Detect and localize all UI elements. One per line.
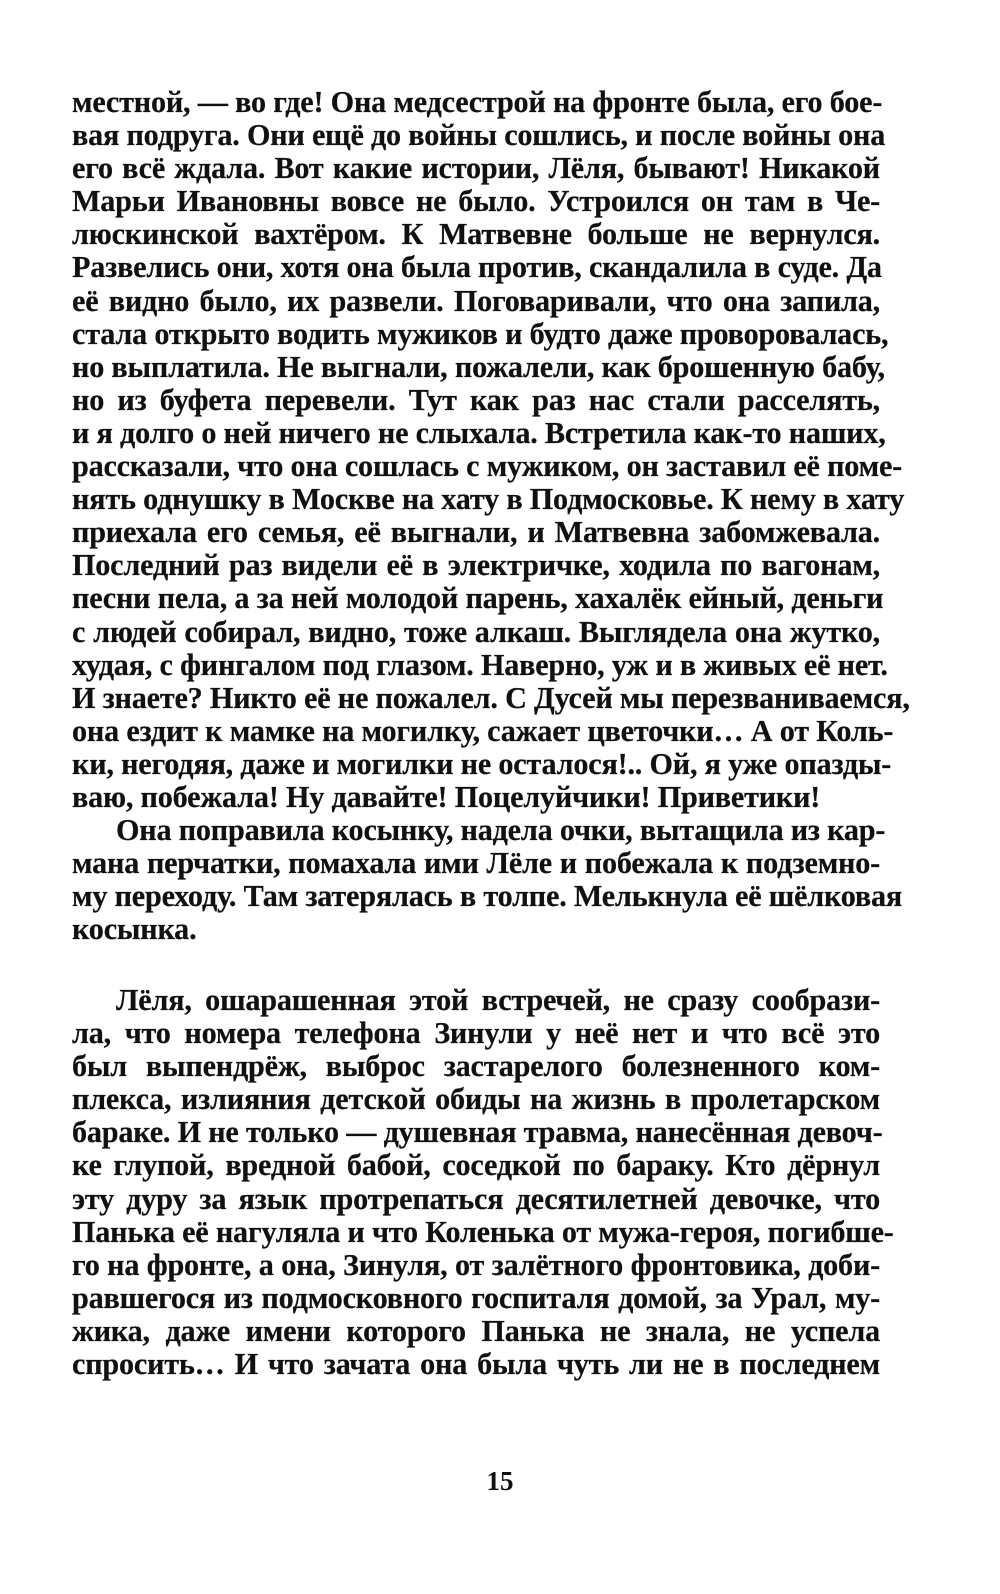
text-line: худая, с фингалом под глазом. Наверно, уж и в живых её нет. (72, 647, 888, 682)
text-line: песни пела, а за ней молодой парень, хахалёк ейный, деньги (72, 581, 884, 616)
text-line: рассказали, что она сошлась с мужиком, он заставил её поме- (72, 449, 903, 484)
text-line: Она поправила косынку, надела очки, вытащила из кар- (116, 813, 886, 848)
text-line: местной, — во где! Она медсестрой на фронте была, его бое- (72, 85, 883, 119)
text-line: му переходу. Там затерялась в толпе. Мелькнула её шёлковая (72, 879, 903, 914)
text-line: косынка. (72, 912, 197, 947)
text-line: мана перчатки, помахала ими Лёле и побежала к подземно- (72, 846, 880, 881)
paragraph-2 (72, 813, 903, 947)
text-line: но из буфета перевели. Тут как раз нас стали расселять, (72, 382, 880, 417)
text-line: ла, что номера телефона Зинули у неё нет и что всё это (72, 1016, 880, 1051)
text-line: но выплатила. Не выгнали, пожалели, как брошенную бабу, (72, 349, 885, 384)
text-line: вая подруга. Они ещё до войны сошлись, и после войны она (72, 118, 886, 153)
text-line: равшегося из подмосковного госпиталя домой, за Урал, му- (72, 1280, 880, 1315)
text-line: эту дуру за язык протрепаться десятилетней девочке, что (72, 1181, 880, 1216)
text-line: Панька её нагуляла и что Коленька от мужа-героя, погибше- (72, 1214, 894, 1249)
text-line: Развелись они, хотя она была против, скандалила в суде. Да (72, 250, 882, 285)
text-line: с людей собирал, видно, тоже алкаш. Выглядела она жутко, (72, 614, 880, 649)
text-line: её видно было, их развели. Поговаривали, что она запила, (72, 283, 880, 318)
text-line: ки, негодяя, даже и могилки не осталося!.. Ой, я уже опазды- (72, 746, 892, 781)
text-line: Марьи Ивановны вовсе не было. Устроился он там в Че- (72, 184, 880, 219)
text-line: его всё ждала. Вот какие истории, Лёля, бывают! Никакой (72, 151, 880, 186)
text-line: приехала его семья, её выгнали, и Матвевна забомжевала. (72, 515, 880, 550)
text-line: нять однушку в Москве на хату в Подмосковье. К нему в хату (72, 482, 905, 517)
paragraph-1 (72, 85, 910, 814)
text-line: и я долго о ней ничего не слыхала. Встретила как-то наших, (72, 415, 886, 450)
text-line: плекса, излияния детской обиды на жизнь в пролетарском (72, 1082, 880, 1117)
text-line: Лёля, ошарашенная этой встречей, не сразу сообрази- (116, 983, 880, 1017)
text-line: И знаете? Никто её не пожалел. С Дусей мы перезваниваемся, (72, 680, 910, 715)
text-line: Последний раз видели её в электричке, ходила по вагонам, (72, 548, 880, 583)
text-line: она ездит к мамке на могилку, сажает цветочки… А от Коль- (72, 713, 894, 748)
text-line: ваю, побежала! Ну давайте! Поцелуйчики! Приветики! (72, 779, 821, 814)
text-line: был выпендрёж, выброс застарелого болезненного ком- (72, 1049, 880, 1084)
text-line: бараке. И не только — душевная травма, нанесённая девоч- (72, 1115, 883, 1150)
text-line: ке глупой, вредной бабой, соседкой по бараку. Кто дёрнул (72, 1148, 880, 1183)
text-line: стала открыто водить мужиков и будто даже проворовалась, (72, 316, 889, 351)
page-number: 15 (486, 1466, 514, 1496)
paragraph-3 (72, 983, 894, 1382)
text-line: жика, даже имени которого Панька не знала, не успела (72, 1313, 880, 1348)
text-line: люскинской вахтёром. К Матвевне больше не вернулся. (72, 217, 880, 252)
text-line: го на фронте, а она, Зинуля, от залётного фронтовика, доби- (72, 1247, 880, 1282)
text-block-top (72, 85, 910, 947)
text-block-bottom (72, 983, 894, 1382)
text-line: спросить… И что зачата она была чуть ли не в последнем (72, 1347, 880, 1382)
